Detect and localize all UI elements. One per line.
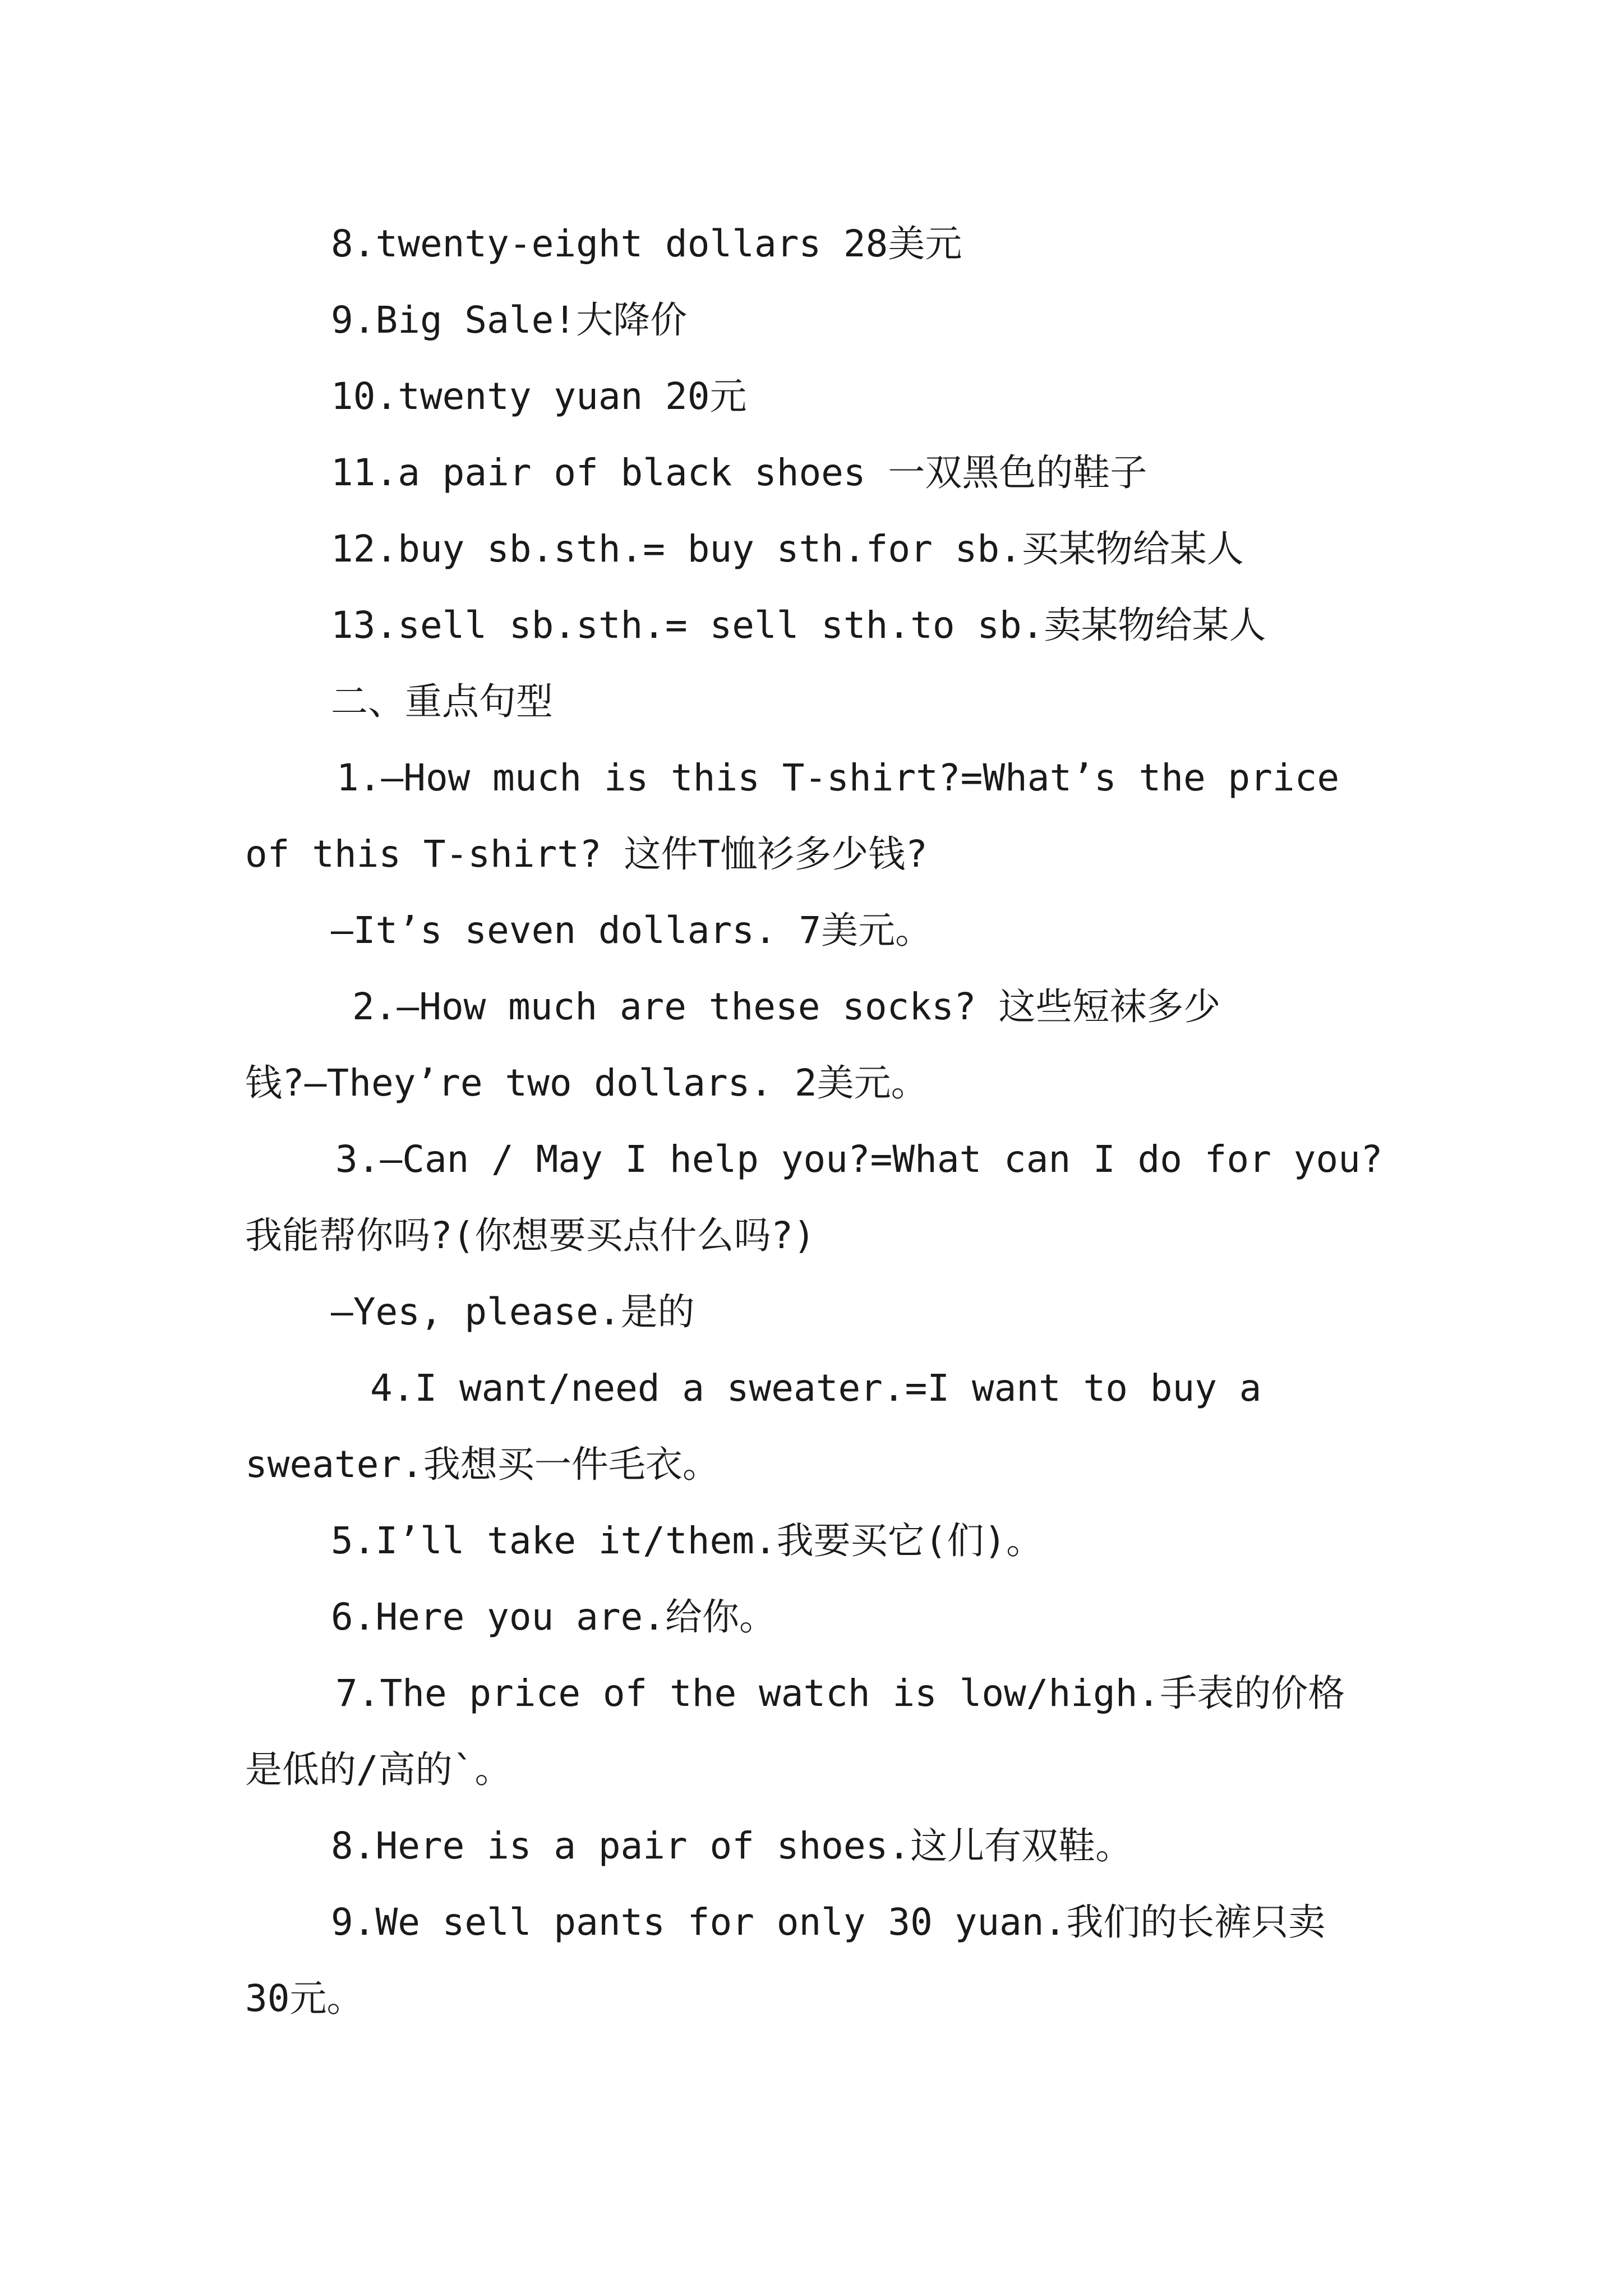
sentence-7-line-2-text: 是低的/高的`。 [245, 1748, 512, 1791]
sentence-8 [0, 1818, 1623, 1874]
sentence-4-line-2 [0, 1437, 1623, 1493]
vocab-item-10 [0, 369, 1623, 425]
vocab-item-12 [0, 521, 1623, 577]
sentence-3-line-3-text: —Yes, please.是的 [331, 1290, 695, 1333]
sentence-1-line-3-text: —It’s seven dollars. 7美元。 [331, 909, 933, 952]
sentence-1-line-1-text: 1.—How much is this T-shirt?=What’s the price [336, 756, 1340, 799]
vocab-item-11 [0, 445, 1623, 501]
sentence-6-text: 6.Here you are.给你。 [331, 1595, 777, 1639]
sentence-2-line-2-text: 钱?—They’re two dollars. 2美元。 [245, 1061, 928, 1105]
vocab-item-8-text: 8.twenty-eight dollars 28美元 [331, 222, 962, 265]
sentence-4-line-1-text: 4.I want/need a sweater.=I want to buy a [370, 1366, 1262, 1410]
vocab-item-13 [0, 597, 1623, 654]
sentence-8-text: 8.Here is a pair of shoes.这儿有双鞋。 [331, 1824, 1133, 1867]
sentence-9-line-2-text: 30元。 [245, 1977, 364, 2020]
sentence-9-line-1 [0, 1894, 1623, 1950]
sentence-1-line-3 [0, 903, 1623, 959]
sentence-3-line-1 [0, 1131, 1623, 1188]
sentence-2-line-2 [0, 1055, 1623, 1111]
sentence-1-line-2-text: of this T-shirt? 这件T恤衫多少钱? [245, 832, 928, 876]
sentence-7-line-1-text: 7.The price of the watch is low/high.手表的价格 [335, 1672, 1345, 1715]
vocab-item-9 [0, 292, 1623, 348]
sentence-2-line-1-text: 2.—How much are these socks? 这些短袜多少 [352, 985, 1221, 1028]
sentence-9-line-2 [0, 1971, 1623, 2027]
sentence-3-line-3 [0, 1284, 1623, 1340]
vocab-item-10-text: 10.twenty yuan 20元 [331, 375, 747, 418]
section-heading-text: 二、重点句型 [331, 680, 553, 723]
vocab-item-9-text: 9.Big Sale!大降价 [331, 298, 688, 342]
vocab-item-11-text: 11.a pair of black shoes 一双黑色的鞋子 [331, 451, 1147, 494]
sentence-2-line-1 [0, 979, 1623, 1035]
sentence-7-line-2 [0, 1742, 1623, 1798]
sentence-1-line-2 [0, 826, 1623, 882]
sentence-7-line-1 [0, 1665, 1623, 1722]
sentence-5-text: 5.I’ll take it/them.我要买它(们)。 [331, 1519, 1044, 1562]
sentence-4-line-1 [0, 1360, 1623, 1416]
sentence-9-line-1-text: 9.We sell pants for only 30 yuan.我们的长裤只卖 [331, 1901, 1326, 1944]
vocab-item-12-text: 12.buy sb.sth.= buy sth.for sb.买某物给某人 [331, 527, 1244, 570]
section-heading [0, 674, 1623, 730]
sentence-4-line-2-text: sweater.我想买一件毛衣。 [245, 1443, 720, 1486]
vocab-item-13-text: 13.sell sb.sth.= sell sth.to sb.卖某物给某人 [331, 604, 1266, 647]
sentence-5 [0, 1513, 1623, 1569]
sentence-3-line-2 [0, 1208, 1623, 1264]
vocab-item-8 [0, 216, 1623, 272]
sentence-1-line-1 [0, 750, 1623, 806]
sentence-6 [0, 1589, 1623, 1645]
sentence-3-line-1-text: 3.—Can / May I help you?=What can I do for you? [335, 1138, 1383, 1181]
sentence-3-line-2-text: 我能帮你吗?(你想要买点什么吗?) [245, 1214, 815, 1257]
